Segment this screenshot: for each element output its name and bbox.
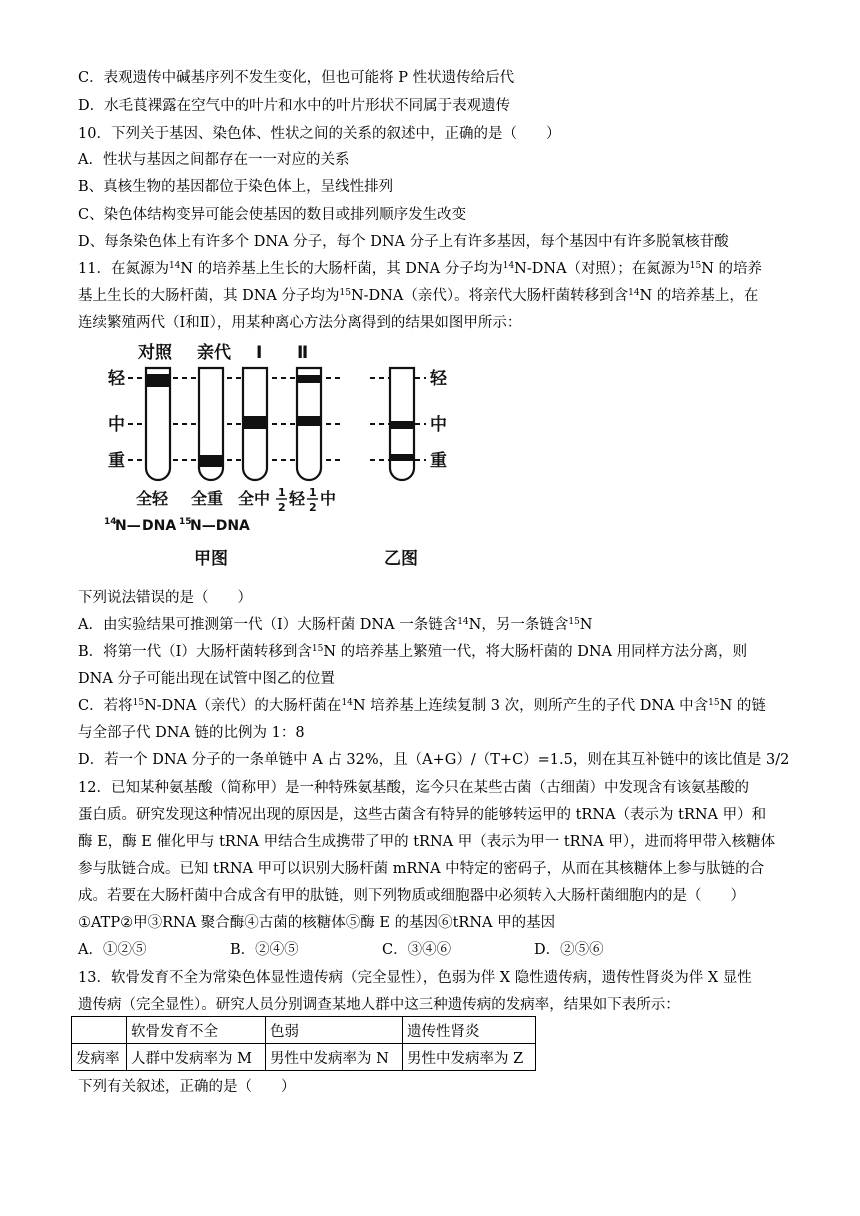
text-segment: N 培养基上连续复制 3 次，则所产生的子代 DNA 中含	[352, 698, 709, 714]
text-segment: A．由实验结果可推测第一代（Ⅰ）大肠杆菌 DNA 一条链含	[78, 617, 458, 633]
text-segment: N 的培养基上繁殖一代，将大肠杆菌的 DNA 用同样方法分离，则	[323, 644, 748, 660]
tube-label-control: 对照	[138, 343, 172, 363]
table-header-nephritis: 遗传性肾炎	[403, 1017, 536, 1044]
table-header-row	[72, 1017, 536, 1044]
centrifuge-figure	[78, 336, 478, 580]
q11-option-c	[78, 696, 766, 716]
superscript: 14	[168, 261, 181, 271]
fraction-denominator-2: 2	[309, 501, 317, 514]
parent-dna-label: N—DNA	[190, 518, 250, 534]
result-all-heavy: 全重	[191, 489, 224, 508]
band-control-light	[147, 374, 169, 387]
q12-option-d: D．②⑤⑥	[534, 942, 604, 958]
text-segment: N-DNA（亲代）。将亲代大肠杆菌转移到含	[350, 288, 629, 304]
superscript: 15	[568, 617, 580, 627]
superscript: 15	[689, 261, 702, 271]
question-10-stem: 10．下列关于基因、染色体、性状之间的关系的叙述中，正确的是（ ）	[78, 126, 561, 142]
text-segment: N	[579, 617, 593, 633]
mixed-light-label: 轻	[289, 489, 306, 508]
parent-dna-superscript: 15	[179, 517, 192, 527]
superscript: 14	[628, 288, 640, 298]
q12-option-c: C．③④⑥	[382, 942, 452, 958]
caption-jia: 甲图	[194, 549, 228, 569]
text-segment: C．若将	[78, 698, 133, 714]
fraction-denominator: 2	[278, 501, 286, 514]
band-yi-middle	[391, 421, 413, 429]
question-12-line3: 酶 E，酶 E 催化甲与 tRNA 甲结合生成携带了甲的 tRNA 甲（表示为甲一 tRNA 甲），进而将甲带入核糖体	[78, 834, 776, 850]
table-cell: 人群中发病率为 M	[127, 1044, 266, 1071]
q10-option-c: C、染色体结构变异可能会使基因的数目或排列顺序发生改变	[78, 207, 467, 223]
result-all-middle: 全中	[238, 489, 271, 508]
q12-options	[78, 940, 604, 960]
text-segment: N，另一条链含	[468, 617, 569, 633]
control-dna-n: N—	[115, 518, 141, 534]
band-label-light-yi: 轻	[430, 369, 447, 389]
tube-label-gen2: Ⅱ	[297, 343, 309, 363]
band-gen1-middle	[244, 416, 266, 429]
superscript: 15	[132, 698, 145, 708]
superscript: 14	[502, 261, 515, 271]
q10-option-a: A．性状与基因之间都存在一一对应的关系	[78, 152, 350, 168]
text-segment: N-DNA（亲代）的大肠杆菌在	[144, 698, 342, 714]
caption-yi: 乙图	[384, 549, 418, 569]
mixed-middle-label: 中	[320, 489, 337, 508]
question-12-line2: 蛋白质。研究发现这种情况出现的原因是，这些古菌含有特异的能够转运甲的 tRNA（表示为 tRNA 甲）和	[78, 807, 767, 823]
q11-option-b	[78, 642, 747, 662]
q12-option-a: A．①②⑤	[78, 942, 147, 958]
band-label-heavy: 重	[108, 451, 125, 471]
table-cell: 男性中发病率为 Z	[403, 1044, 536, 1071]
incidence-table	[71, 1016, 536, 1071]
question-11-stem-line2	[78, 286, 758, 306]
q11-option-b-cont: DNA 分子可能出现在试管中图乙的位置	[78, 671, 335, 687]
table-row	[72, 1044, 536, 1071]
table-cell: 男性中发病率为 N	[266, 1044, 403, 1071]
text-segment: N 的培养	[701, 261, 763, 277]
band-gen2-light	[298, 375, 320, 383]
q11-option-a	[78, 615, 592, 635]
band-label-middle-yi: 中	[430, 415, 447, 435]
question-12-line1: 12．已知某种氨基酸（简称甲）是一种特殊氨基酸，迄今只在某些古菌（古细菌）中发现含有该氨基酸的	[78, 780, 749, 796]
table-header-achondroplasia: 软骨发育不全	[127, 1017, 266, 1044]
superscript: 14	[341, 698, 353, 708]
superscript: 15	[339, 288, 351, 298]
centrifuge-diagram	[78, 336, 478, 580]
text-segment: N-DNA（对照）；在氮源为	[514, 261, 690, 277]
band-yi-heavy	[391, 454, 413, 461]
tube-label-parent: 亲代	[197, 343, 231, 363]
option-c-line: C．表观遗传中碱基序列不发生变化，但也可能将 P 性状遗传给后代	[78, 70, 515, 86]
question-13-line2: 遗传病（完全显性）。研究人员分别调查某地人群中这三种遗传病的发病率，结果如下表所示：	[78, 997, 680, 1013]
question-12-line4: 参与肽链合成。已知 tRNA 甲可以识别大肠杆菌 mRNA 中特定的密码子，从而在其核糖体上参与肽链的合	[78, 861, 765, 877]
q12-option-b: B．②④⑤	[230, 942, 299, 958]
text-segment: 11．在氮源为	[78, 261, 169, 277]
text-segment: 基上生长的大肠杆菌，其 DNA 分子均为	[78, 288, 340, 304]
question-12-line5: 成。若要在大肠杆菌中合成含有甲的肽链，则下列物质或细胞器中必须转入大肠杆菌细胞内的是（ ）	[78, 888, 745, 904]
superscript: 15	[311, 644, 324, 654]
superscript: 14	[457, 617, 469, 627]
table-row-label: 发病率	[72, 1044, 127, 1071]
question-11-prompt: 下列说法错误的是（ ）	[78, 590, 252, 606]
superscript: 15	[708, 698, 720, 708]
text-segment: B．将第一代（Ⅰ）大肠杆菌转移到含	[78, 644, 312, 660]
option-d-line: D．水毛茛裸露在空气中的叶片和水中的叶片形状不同属于表观遗传	[78, 98, 511, 114]
text-segment: N 的培养基上生长的大肠杆菌，其 DNA 分子均为	[180, 261, 503, 277]
q11-option-d: D．若一个 DNA 分子的一条单链中 A 占 32%，且（A+G）/（T+C）=1.5，则在其互补链中的该比值是 3/2	[78, 752, 790, 768]
band-parent-heavy	[200, 455, 222, 467]
dna-bands	[147, 374, 413, 467]
result-mixed	[276, 486, 336, 514]
q10-option-d: D、每条染色体上有许多个 DNA 分子，每个 DNA 分子上有许多基因，每个基因中有许多脱氧核苷酸	[78, 234, 729, 250]
table-header-color-weakness: 色弱	[266, 1017, 403, 1044]
text-segment: N 的链	[719, 698, 766, 714]
question-12-items: ①ATP②甲③RNA 聚合酶④古菌的核糖体⑤酶 E 的基因⑥tRNA 甲的基因	[78, 915, 556, 931]
question-13-prompt: 下列有关叙述，正确的是（ ）	[78, 1079, 296, 1095]
reference-lines	[128, 378, 426, 460]
band-gen2-middle	[298, 416, 320, 426]
fraction-numerator-2: 1	[309, 486, 317, 499]
band-label-heavy-yi: 重	[430, 451, 447, 471]
band-label-middle: 中	[108, 415, 125, 435]
control-dna-superscript: 14	[104, 517, 117, 527]
question-13-line1: 13．软骨发育不全为常染色体显性遗传病（完全显性），色弱为伴 X 隐性遗传病，遗传性肾炎为伴 X 显性	[78, 970, 752, 986]
q11-option-c-cont: 与全部子代 DNA 链的比例为 1：8	[78, 725, 305, 741]
question-11-stem-line1	[78, 259, 762, 279]
result-all-light: 全轻	[136, 489, 169, 508]
control-dna-label: DNA	[142, 518, 177, 534]
fraction-numerator: 1	[278, 486, 286, 499]
q10-option-b: B、真核生物的基因都位于染色体上，呈线性排列	[78, 179, 394, 195]
question-11-stem-line3: 连续繁殖两代（Ⅰ和Ⅱ），用某种离心方法分离得到的结果如图甲所示：	[78, 315, 522, 331]
table-header-empty	[72, 1017, 127, 1044]
text-segment: N 的培养基上，在	[639, 288, 759, 304]
tube-label-gen1: Ⅰ	[256, 343, 263, 363]
band-label-light: 轻	[108, 369, 125, 389]
